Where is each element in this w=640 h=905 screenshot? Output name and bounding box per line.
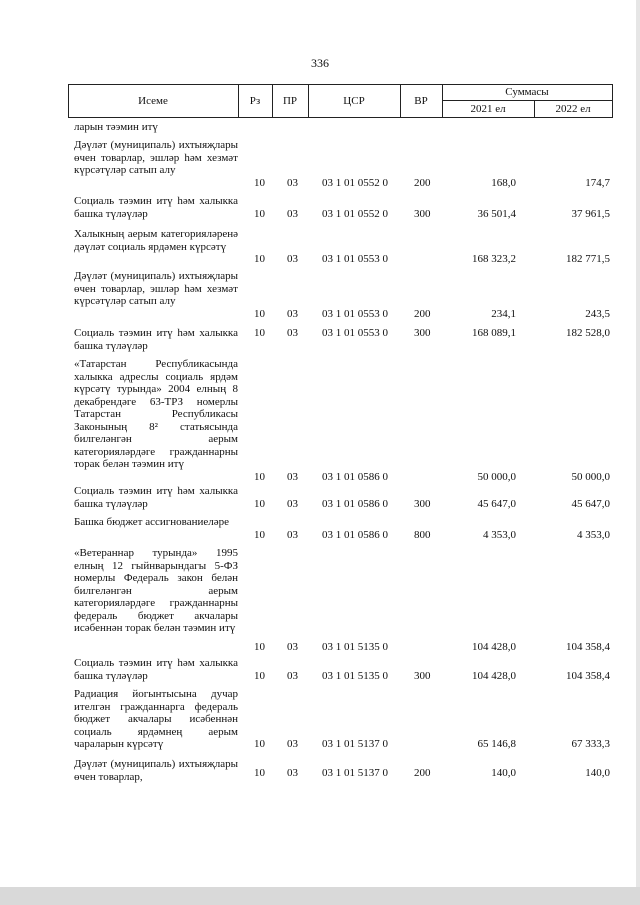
header-rz: Рз [249,95,261,107]
row-rz: 10 [254,307,265,320]
row-2022: 104 358,4 [566,669,610,682]
row-csr: 03 1 01 5135 0 [322,641,388,653]
row-2022: 182 528,0 [566,327,610,339]
row-pr: 03 [287,497,298,510]
row-vr: 300 [414,669,431,682]
row-desc: Дәүләт (муниципаль) ихтыяҗлары өчен товарлар, эшләр һәм хезмәт күрсәтүләр сатып алу [74,139,238,176]
row-desc: Социаль тәэмин итү һәм халыкка башка түләүләр [74,327,238,352]
row-desc: Социаль тәэмин итү һәм халыкка башка түләүләр [74,195,238,220]
row-2022: 174,7 [585,176,610,189]
header-2021: 2021 ел [470,102,506,115]
row-pr: 03 [287,307,298,320]
row-2021: 234,1 [491,307,516,320]
row-desc: Радиация йогынтысына дучар ителгән гражданнарга федераль бюджет акчалары исәбеннән социаль ярдәмнең аерым чараларын күрсәтү [74,688,238,750]
row-rz: 10 [254,641,265,653]
row-rz: 10 [254,669,265,682]
row-csr: 03 1 01 5135 0 [322,669,388,682]
page-edge [636,0,640,905]
row-pr: 03 [287,528,298,541]
row-rz: 10 [254,528,265,541]
row-desc: Социаль тәэмин итү һәм халыкка башка түләүләр [74,657,238,682]
row-2021: 36 501,4 [477,207,516,220]
header-2022: 2022 ел [555,102,591,115]
row-vr: 800 [414,528,431,541]
header-pr: ПР [282,95,298,107]
row-pr: 03 [287,738,298,750]
row-2021: 140,0 [491,767,516,779]
row-vr: 300 [414,327,431,339]
row-pr: 03 [287,669,298,682]
row-2021: 104 428,0 [472,641,516,653]
row-rz: 10 [254,738,265,750]
row-2021: 168 089,1 [472,327,516,339]
row-desc: Башка бюджет ассигнованиеләре [74,516,229,528]
row-csr: 03 1 01 0553 0 [322,253,388,265]
row-rz: 10 [254,176,265,189]
page-number: 336 [311,56,329,70]
row-pr: 03 [287,176,298,189]
row-2022: 37 961,5 [571,207,610,220]
row-2022: 104 358,4 [566,641,610,653]
page-bottom-edge [0,887,640,905]
row-desc: Социаль тәэмин итү һәм халыкка башка түләүләр [74,485,238,510]
row-pr: 03 [287,641,298,653]
row-desc: Дәүләт (муниципаль) ихтыяҗлары өчен товарлар, эшләр һәм хезмәт күрсәтүләр сатып алу [74,270,238,307]
row-pr: 03 [287,767,298,779]
row-2021: 168 323,2 [472,253,516,265]
row-2021: 50 000,0 [477,470,516,483]
row-2021: 65 146,8 [477,738,516,750]
row-rz: 10 [254,497,265,510]
row-desc: Дәүләт (муниципаль) ихтыяҗлары өчен товарлар, [74,758,238,783]
row-pr: 03 [287,207,298,220]
row-desc: «Ветераннар турында» 1995 елның 12 гыйнварындагы 5-ФЗ номерлы Федераль закон белән билгеләнгән аерым категорияләрдәге гражданнарны федераль бюджет акчалары исәбеннән торак белән тәэмин итү [74,547,238,634]
row-csr: 03 1 01 0586 0 [322,470,388,483]
row-desc: Халыкның аерым категорияләренә дәүләт социаль ярдәмен күрсәтү [74,228,238,253]
row-2021: 104 428,0 [472,669,516,682]
table-header [68,84,613,118]
row-2022: 4 353,0 [577,528,610,541]
header-sum: Суммасы [505,86,549,98]
row-csr: 03 1 01 0553 0 [322,307,388,320]
row-2021: 168,0 [491,176,516,189]
row-2022: 140,0 [585,767,610,779]
row-rz: 10 [254,207,265,220]
row-pr: 03 [287,327,298,339]
header-vr: ВР [414,95,428,107]
row-rz: 10 [254,327,265,339]
row-pr: 03 [287,253,298,265]
row-csr: 03 1 01 0586 0 [322,497,388,510]
row-csr: 03 1 01 0553 0 [322,327,388,339]
row-pr: 03 [287,470,298,483]
row-vr: 300 [414,497,431,510]
row-2022: 182 771,5 [566,253,610,265]
row-rz: 10 [254,253,265,265]
row-vr: 200 [414,176,431,189]
row-desc: «Татарстан Республикасында халыкка адреслы социаль ярдәм күрсәтү турында» 2004 елның 8 декабрендәге 63-ТРЗ номерлы Татарстан Республикасы Законының 8² статьясында билгеләнгән аерым категорияләрдәге гражданнарны торак белән тәэмин итү [74,358,238,470]
row-vr: 200 [414,307,431,320]
row-2022: 45 647,0 [571,497,610,510]
row-vr: 300 [414,207,431,220]
header-name: Исеме [138,95,168,107]
row-csr: 03 1 01 5137 0 [322,767,388,779]
row-rz: 10 [254,767,265,779]
row-rz: 10 [254,470,265,483]
row-2021: 45 647,0 [477,497,516,510]
row-2022: 67 333,3 [571,738,610,750]
row-csr: 03 1 01 0552 0 [322,176,388,189]
row-2022: 50 000,0 [571,470,610,483]
row-csr: 03 1 01 5137 0 [322,738,388,750]
row-vr: 200 [414,767,431,779]
row-desc: ларын тәэмин итү [74,121,158,133]
row-csr: 03 1 01 0552 0 [322,207,388,220]
row-csr: 03 1 01 0586 0 [322,528,388,541]
row-2022: 243,5 [585,307,610,320]
header-csr: ЦСР [343,95,365,107]
row-2021: 4 353,0 [483,528,516,541]
